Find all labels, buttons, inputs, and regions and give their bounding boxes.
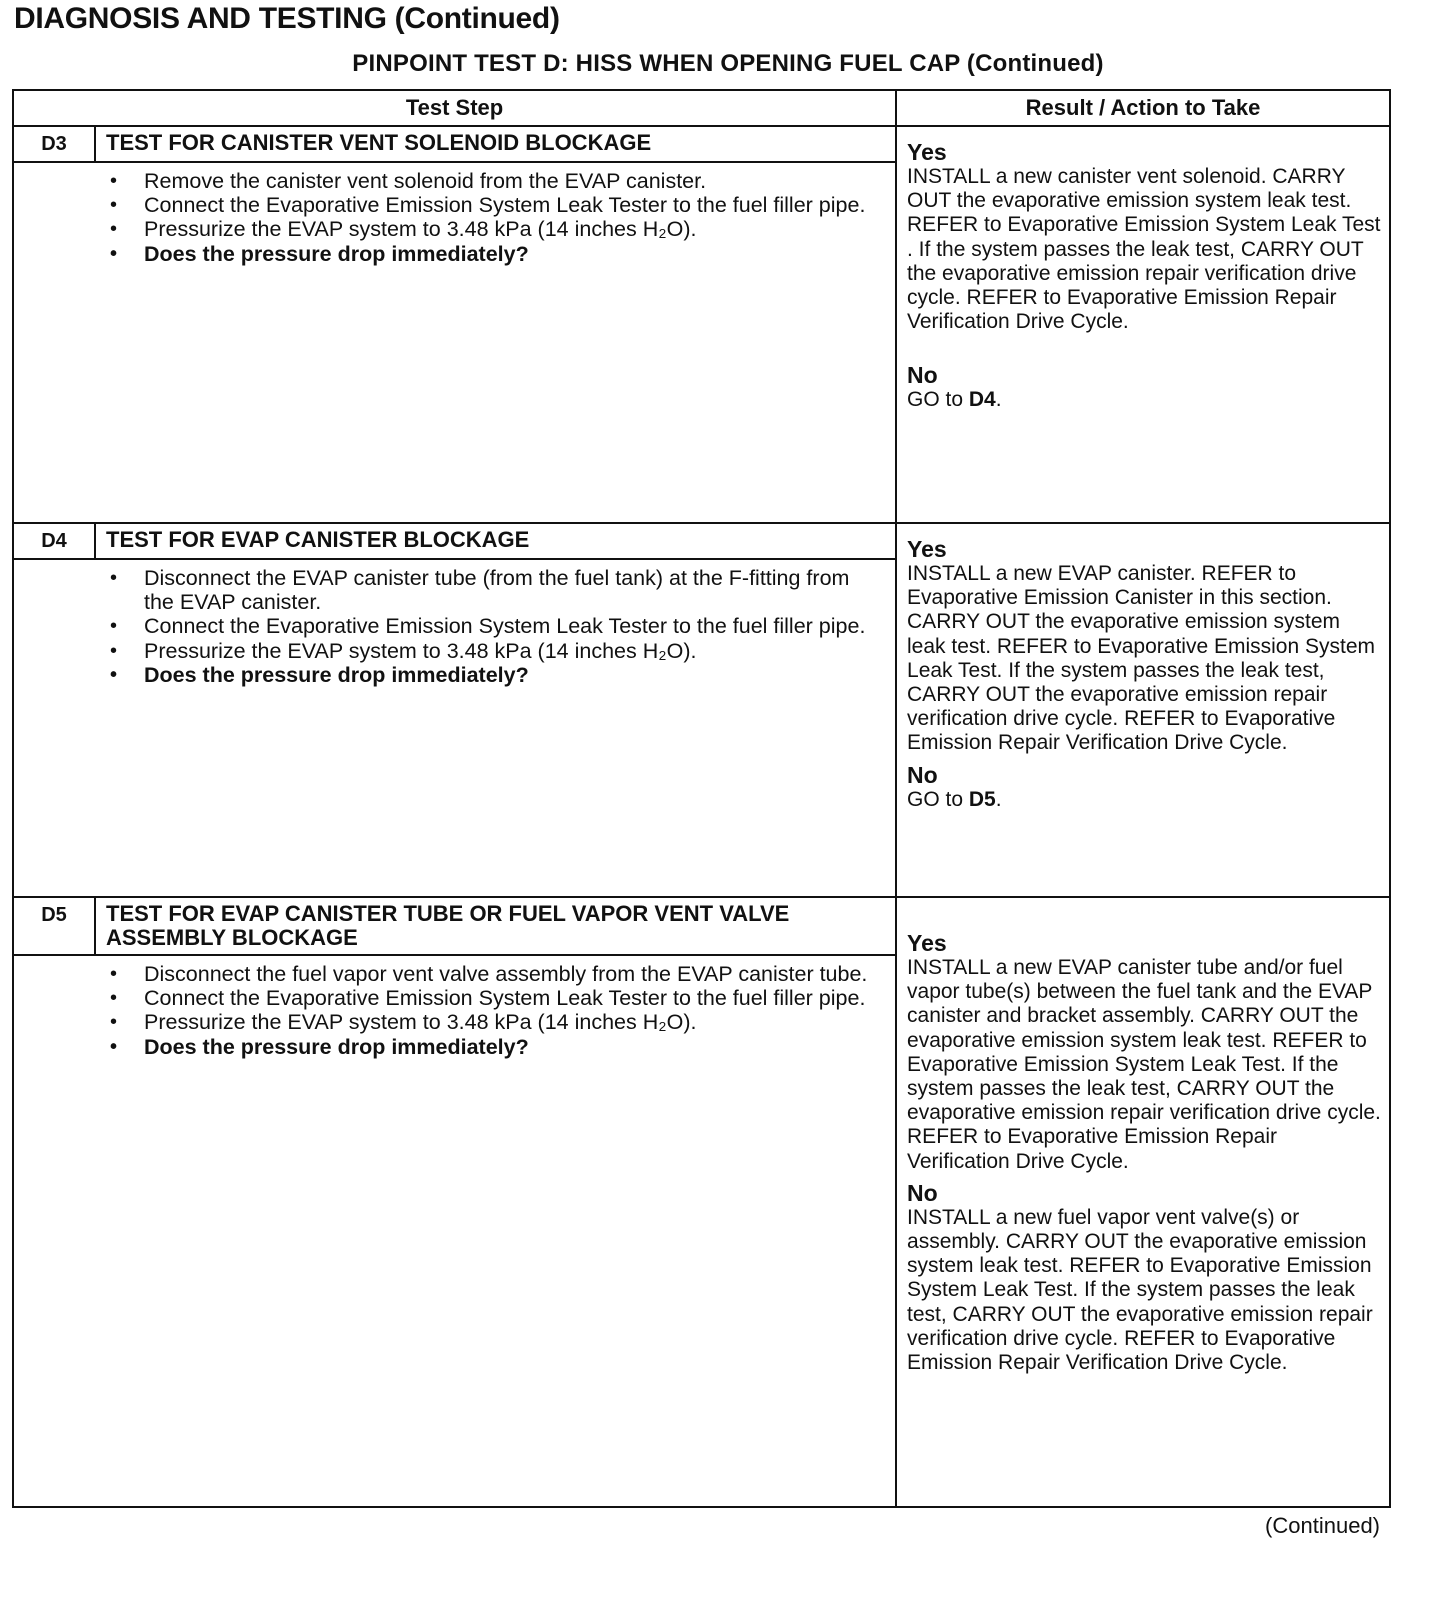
result-cell <box>896 523 1390 897</box>
table-title: PINPOINT TEST D: HISS WHEN OPENING FUEL CAP (Continued) <box>352 50 1104 77</box>
continued-note: (Continued) <box>1265 1513 1380 1538</box>
step-id: D5 <box>13 897 95 955</box>
page-title: DIAGNOSIS AND TESTING (Continued) <box>14 2 560 35</box>
step-title: TEST FOR EVAP CANISTER BLOCKAGE <box>95 523 896 559</box>
no-action: GO to D4. <box>907 388 1002 412</box>
no-action: INSTALL a new fuel vapor vent valve(s) or assembly. CARRY OUT the evaporative emission system leak test. REFER to Evaporative Emission System Leak Test. If the system passes the leak test, CARRY OUT the evaporative emission repair verification drive cycle. REFER to Evaporative Emission Repair Verification Drive Cycle. <box>907 1205 1373 1375</box>
step-bullet: • Connect the Evaporative Emission System Leak Tester to the fuel filler pipe. <box>14 614 885 638</box>
step-question: • Does the pressure drop immediately? <box>14 1035 885 1059</box>
step-bullet: • Pressurize the EVAP system to 3.48 kPa (14 inches H₂O). <box>14 217 885 241</box>
yes-label: Yes <box>907 930 947 956</box>
yes-label: Yes <box>907 536 947 562</box>
step-id: D4 <box>13 523 95 559</box>
step-title-row <box>13 126 1390 162</box>
step-title-row <box>13 523 1390 559</box>
column-header-row <box>13 90 1390 126</box>
step-bullet: • Pressurize the EVAP system to 3.48 kPa (14 inches H₂O). <box>14 639 885 663</box>
step-id: D3 <box>13 126 95 162</box>
step-bullet: • Pressurize the EVAP system to 3.48 kPa (14 inches H₂O). <box>14 1010 885 1034</box>
step-bullet: • Disconnect the fuel vapor vent valve assembly from the EVAP canister tube. <box>14 962 885 986</box>
yes-action: INSTALL a new EVAP canister. REFER to Evaporative Emission Canister in this section. CARRY OUT the evaporative emission system leak test. REFER to Evaporative Emission System Leak Test. If the system passes the leak test, CARRY OUT the evaporative emission repair verification drive cycle. REFER to Evaporative Emission Repair Verification Drive Cycle. <box>907 562 1376 755</box>
step-title-row <box>13 897 1390 955</box>
step-question: • Does the pressure drop immediately? <box>14 242 885 266</box>
step-title: TEST FOR EVAP CANISTER TUBE OR FUEL VAPOR VENT VALVE ASSEMBLY BLOCKAGE <box>95 897 896 955</box>
step-bullet: • Disconnect the EVAP canister tube (from the fuel tank) at the F-fitting from the EVAP canister. <box>14 566 885 614</box>
result-cell <box>896 126 1390 523</box>
yes-action: INSTALL a new EVAP canister tube and/or fuel vapor tube(s) between the fuel tank and the EVAP canister and bracket assembly. CARRY OUT the evaporative emission system leak test. REFER to Evaporative Emission System Leak Test. If the system passes the leak test, CARRY OUT the evaporative emission repair verification drive cycle. REFER to Evaporative Emission Repair Verification Drive Cycle. <box>907 956 1381 1173</box>
step-instructions <box>13 559 896 897</box>
step-bullet: • Connect the Evaporative Emission System Leak Tester to the fuel filler pipe. <box>14 193 885 217</box>
column-header-test-step: Test Step <box>13 90 896 126</box>
yes-action: INSTALL a new canister vent solenoid. CARRY OUT the evaporative emission system leak test. REFER to Evaporative Emission System Leak Test . If the system passes the leak test, CARRY OUT the evaporative emission repair verification drive cycle. REFER to Evaporative Emission Repair Verification Drive Cycle. <box>907 165 1381 334</box>
step-instructions <box>13 162 896 523</box>
yes-label: Yes <box>907 139 947 165</box>
no-label: No <box>907 1179 938 1206</box>
column-header-result: Result / Action to Take <box>896 90 1390 126</box>
step-instructions <box>13 955 896 1507</box>
step-question: • Does the pressure drop immediately? <box>14 663 885 687</box>
step-bullet: • Connect the Evaporative Emission System Leak Tester to the fuel filler pipe. <box>14 986 885 1010</box>
result-cell <box>896 897 1390 1507</box>
go-to-step-link: D5 <box>968 787 996 811</box>
no-action: GO to D5. <box>907 787 1002 811</box>
no-label: No <box>907 362 938 389</box>
step-title: TEST FOR CANISTER VENT SOLENOID BLOCKAGE <box>95 126 896 162</box>
step-bullet: • Remove the canister vent solenoid from the EVAP canister. <box>14 169 885 193</box>
go-to-step-link: D4 <box>968 388 996 412</box>
no-label: No <box>907 761 938 788</box>
pinpoint-test-table <box>12 89 1391 1508</box>
